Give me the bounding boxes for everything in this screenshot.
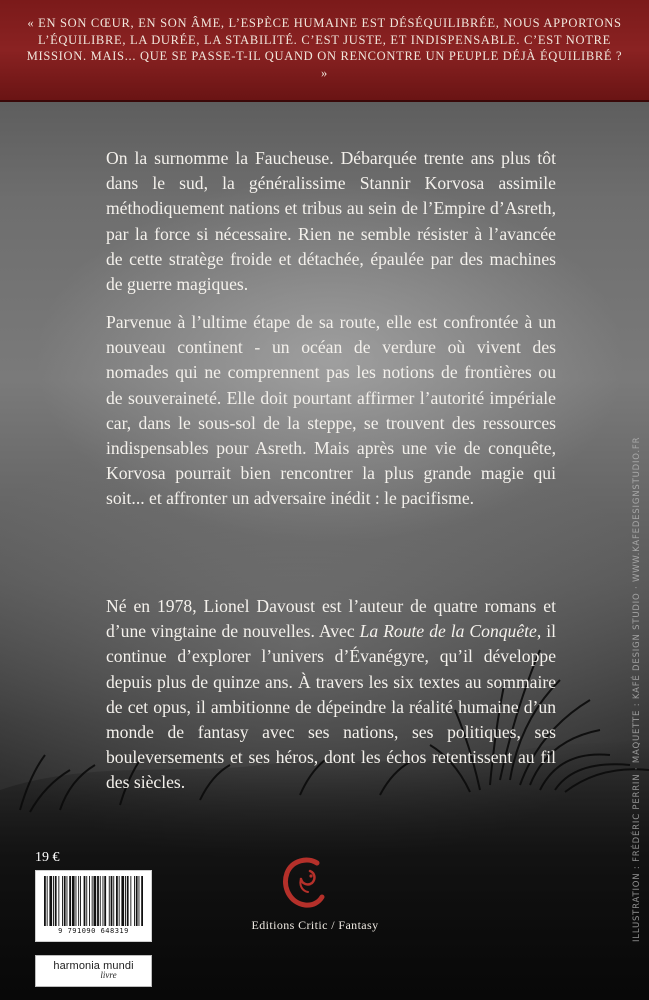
illustration-credit-text: ILLUSTRATION : FRÉDÉRIC PERRIN · MAQUETTE : KAFÉ DESIGN STUDIO · WWW.KAFEDESIGNSTUDIO.FR — [632, 436, 642, 942]
quote-banner — [0, 0, 649, 102]
book-title: La Route de la Conquête — [359, 621, 537, 642]
barcode-bar — [84, 876, 86, 926]
barcode-bar — [69, 876, 71, 926]
illustration-credit — [618, 92, 640, 942]
barcode-bar — [104, 876, 106, 926]
barcode-bar — [49, 876, 52, 926]
barcode-bar — [55, 876, 57, 926]
barcode — [35, 870, 152, 942]
barcode-bar — [58, 876, 59, 926]
barcode-bar — [53, 876, 54, 926]
price-label: 19 € — [35, 850, 60, 865]
barcode-bar — [119, 876, 120, 926]
barcode-bar — [136, 876, 138, 926]
barcode-bar — [44, 876, 46, 926]
barcode-bar — [47, 876, 48, 926]
barcode-bar — [109, 876, 110, 926]
barcode-bar — [76, 876, 77, 926]
distributor-logo — [35, 955, 152, 987]
barcode-bar — [64, 876, 66, 926]
publisher-logo-icon — [280, 855, 330, 913]
barcode-bar — [78, 876, 79, 926]
barcode-bar — [127, 876, 129, 926]
author-bio-part-2: , il continue d’explorer l’univers d’Évanégyre, qu’il développe depuis plus de quinze ans. À travers les six textes au sommaire de cet opus, il ambitionne de dépeindre la réalité humaine d’un monde de fantasy avec ses nations, ses politiques, ses bouleversements et ses héros, dont les échos retentissent au fil des siècles. — [106, 621, 557, 793]
barcode-bar — [72, 876, 75, 926]
barcode-bar — [139, 876, 140, 926]
barcode-bars — [42, 876, 145, 926]
publisher-name: Editions Critic / Fantasy — [251, 918, 379, 932]
barcode-bar — [97, 876, 99, 926]
summary-paragraph-1: On la surnomme la Faucheuse. Débarquée trente ans plus tôt dans le sud, la généralissime Stannir Korvosa assimile méthodiquement nations et tribus au sein de l’Empire d’Asreth, par la force si nécessaire. Rien ne semble résister à l’avancée de cette stratège froide et détachée, épaulée par des machines de guerre magiques. — [106, 148, 556, 295]
barcode-bar — [113, 876, 114, 926]
barcode-number: 9 791090 648319 — [58, 927, 129, 935]
author-bio-part-1: Né en 1978, Lionel Davoust est l’auteur de quatre romans et d’une vingtaine de nouvelles. Avec — [106, 596, 556, 642]
barcode-bar — [80, 876, 81, 926]
barcode-bar — [92, 876, 93, 926]
barcode-bar — [100, 876, 101, 926]
barcode-bar — [103, 876, 104, 926]
distributor-name: harmonia mundi — [53, 960, 134, 972]
barcode-bar — [111, 876, 113, 926]
summary-paragraph-2: Parvenue à l’ultime étape de sa route, elle est confrontée à un nouveau continent - un océan de verdure où vivent des nomades qui ne comprennent pas les notions de frontières ou de souveraineté. Elle doit pourtant affirmer l’autorité impériale car, dans le sous-sol de la steppe, se trouvent des ressources indispensables pour Asreth. Mais après une vie de conquête, Korvosa pourrait bien rencontrer la plus grande magie qui soit... et affronter un adversaire inédit : le pacifisme. — [106, 312, 556, 509]
banner-quote: « EN SON CŒUR, EN SON ÂME, L’ESPÈCE HUMAINE EST DÉSÉQUILIBRÉE, NOUS APPORTONS L’ÉQUILIBRE, LA DURÉE, LA STABILITÉ. C’EST JUSTE, ET INDISPENSABLE. C’EST NOTRE MISSION. MAIS... QUE SE PASSE-T-IL QUAND ON RENCONTRE UN PEUPLE DÉJÀ ÉQUILIBRÉ ? » — [26, 16, 623, 80]
barcode-bar — [86, 876, 87, 926]
barcode-bar — [62, 876, 63, 926]
barcode-bar — [121, 876, 124, 926]
barcode-bar — [116, 876, 118, 926]
barcode-bar — [141, 876, 143, 926]
barcode-bar — [67, 876, 68, 926]
barcode-bar — [94, 876, 97, 926]
barcode-bar — [125, 876, 126, 926]
distributor-sub: livre — [100, 970, 117, 980]
barcode-bar — [89, 876, 90, 926]
barcode-bar — [134, 876, 135, 926]
barcode-bar — [130, 876, 131, 926]
author-bio — [106, 594, 556, 796]
